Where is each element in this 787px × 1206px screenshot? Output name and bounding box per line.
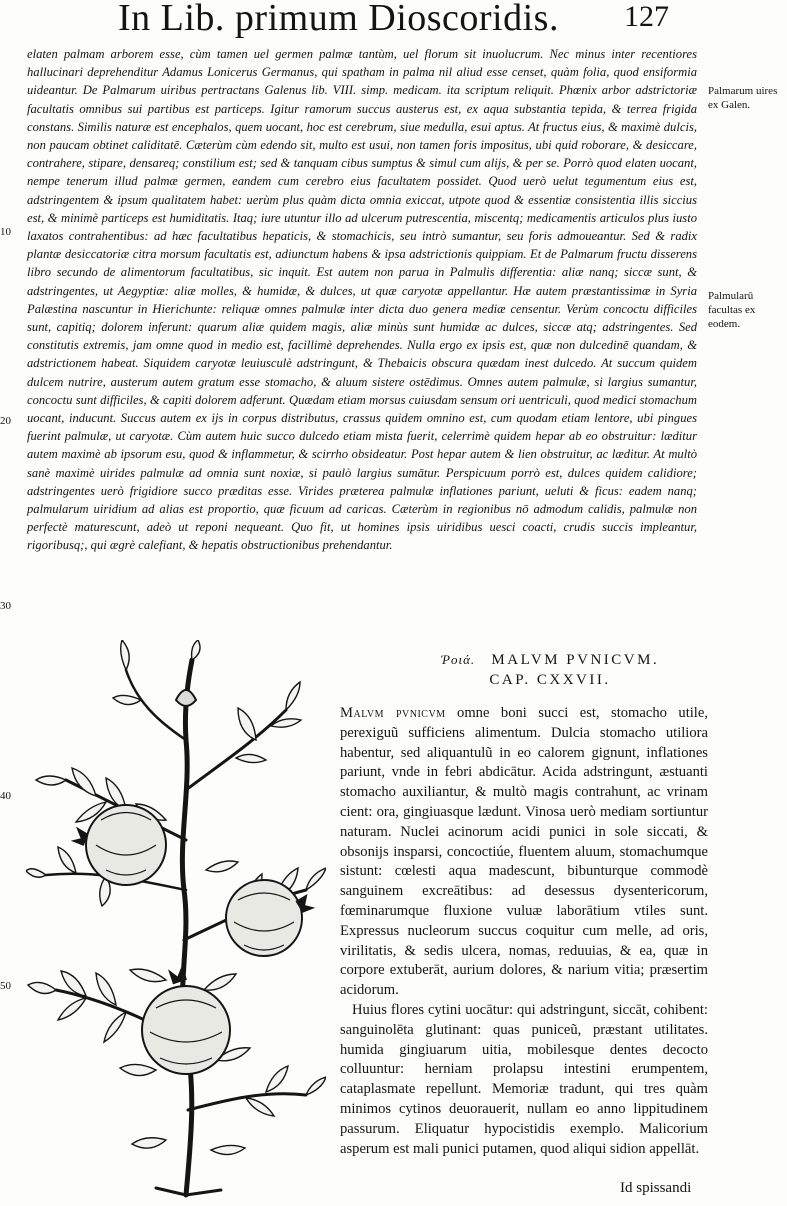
- margin-note-palmarum-uires: Palmarum uires ex Galen.: [708, 85, 778, 111]
- main-paragraph-1: [340, 704, 708, 1001]
- commentary-text: elaten palmam arborem esse, cùm tamen uel germen palmæ tantùm, uel florum sit inuolucrum. Nec minus inter recentiores hallucinari deprehenditur Adamus Lonicerus Germanus, qui spatham in palma nil aliud esse censet, quàm folia, quod ensiformia uideantur. De Palmarum uiribus pertractans Galenus lib. VIII. simp. medicam. ita scriptum reliquit. Phœnix arbor adstrictoriæ facultatis omnibus sui partibus est particeps. Igitur ramorum succus austerus est, ex aqua substantia tepida, & terrea frigida constans. Similis naturæ est encephalos, quem uocant, hoc est cerebrum, siue medulla, esui aptus. At fructus eius, & maximè dulcis, non paucam obtinet caliditatē. Cæterùm cùm edendo sit, multo est usui, non tamen foris impositus, ubi quid roborare, & desiccare, contrahere, stipare, densareq; constilium est; sed & tanquam cibus sumptus & simul cum alijs, & per se. Porrò quod elaten uocant, nempe tenerum illud palmæ germen, eandem cum cerebro eius facultatem possidet. Quod uerò uelut tegumentum eius est, adstringentem & ipsum qualitatem habet: uerùm plus quàm dicta omnia exiccat, utpote quod & essentiæ consistentia illis siccius est, & minimè particeps est humiditatis. Itaq; iure utuntur illo ad ulcerum putrescentia, miscentq; medicamentis articulos plus iusto laxatos contrahentibus: ad hæc facultatibus hepaticis, & stomachicis, seu intrò sumantur, seu foris admoueantur. Sed & radix plantæ desiccatoriæ citra morsum facultatis est, adiunctum habens & ipsa adstrictionis quippiam. Et de Palmarum fructu disserens libro secundo de alimentorum facultatibus, sic inquit. Est autem non parua in Palmulis differentia: aliæ nanq; siccæ sunt, & adstringentes, ut Aegyptiæ: aliæ molles, & humidæ, & dulces, ut quæ caryotæ appellantur. Hæ autem præstantissimæ in Syria Palæstina nascuntur in Hierichunte: reliquæ omnes palmulæ inter dicta duo genera mediæ censentur. Verùm concoctu difficiles sunt, capitiq; dolorem inferunt: quarum aliæ quidem magis, aliæ minùs sunt humidæ ac dulces, siccæ atq; adstringentes. Sed constitutis extremis, jam omne quod in medio est, facillimè deprehendes. Nulla ergo ex ipsis est, quæ non dulcedinē quandam, & adstrictionem habeat. Siquidem caryotæ leuiusculè adstringunt, & Thebaicis obscura quædam inest dulcedo. At succum quidem dulcem nutrire, austerum autem gratum esse stomacho, & aluum sistere ostēdimus. Omnes autem palmulæ, si largius sumantur, concoctu sunt difficiles, & capiti dolorem adferunt. Quædam etiam morsus cuiusdam sensum ori uentriculi, quod medici stomachum uocant, inducunt. Succus autem ex ijs in corpus distributus, crassus quidem omnino est, cum quodam etiam lentore, ubi pingues fuerint palmulæ, ut caryotæ. Cùm autem huic succo dulcedo etiam mista fuerit, celerrimè quidem hepar ab eo obstruitur: læditur autem maximè ab ipsorum esu, quod & inflammetur, & scirrho obsideatur. Post hepar autem & lien obstruitur, ac læditur. At multò sanè maximè uirides palmulæ ad omnia sunt noxiæ, si paulò largius sumātur. Perspicuum porrò est, dulces quidem calidiore; adstringentes uerò frigidiore succo præditas esse. Virides præterea palmulæ inflationes pariunt, ueluti & ficus: eadem nanq; palmularum uiridium ad alias est proportio, quæ ficuum ad caricas. Cæterùm in regionibus nō admodum calidis, palmulæ non perfectè maturescunt, adeò ut reponi nequeant. Quo fit, ut homines ipsis uiridibus uesci coacti, crudis succis impleantur, rigoribusq;, qui ægrè calefiant, & hepatis obstructionibus prehendantur.: [27, 47, 697, 553]
- main-paragraph-2: Huius flores cytini uocātur: qui adstringunt, siccāt, cohibent: sanguinolēta glutinant: quas puniceũ, præstant utilitates. humida gingiuarum uitia, mobilesque dentes decocto colluuntur: herniam prolapsu intestini erumpentem, cataplasmate repellunt. Memoriæ tradunt, qui tres quàm minimos cytinos deuorauerit, nullam eo anno lippitudinem passurum. Eliquatur hypocistidis exemplo. Malicorium asperum est mali punici putamen, quod aliqui sidion appellāt.: [340, 1001, 708, 1157]
- line-number-10: 10: [0, 226, 11, 238]
- line-number-30: 30: [0, 600, 11, 612]
- line-number-20: 20: [0, 415, 11, 427]
- chapter-greek-name: Ῥοιά.: [440, 652, 476, 667]
- running-title: In Lib. primum Dioscoridis.: [118, 0, 559, 39]
- chapter-number: CAP. CXXVII.: [489, 672, 611, 688]
- catchword: Id spissandi: [620, 1180, 692, 1196]
- folio-number: 127: [624, 0, 669, 33]
- commentary-block: [27, 45, 697, 555]
- lead-words: Malvm pvnicvm: [340, 705, 446, 721]
- pomegranate-woodcut: [26, 640, 326, 1200]
- chapter-title: MALVM PVNICVM.: [491, 652, 660, 668]
- main-text-block: [340, 704, 708, 1159]
- page-header: [0, 0, 787, 40]
- chapter-heading-block: [340, 650, 760, 690]
- paragraph-1-text: omne boni succi est, stomacho utile, perexiguũ sufficiens alimentum. Dulcia stomacho utiliora habentur, sed aliquantulũ in eo calorem gignunt, inflationes pariunt, vnde in febri abdicātur. Acida adstringunt, æstuanti stomacho auxiliantur, & multò magis contrahunt, ac vrinam cient: ora, gingiuasque lædunt. Vinosa uerò mediam sortiuntur naturam. Nuclei acinorum acidi punici in sole siccati, & obsonijs insparsi, concoctiúe, fluentem aluum, stomachumque sistunt: cœlesti aqua madescunt, bibunturque commodè sanguinem excreātibus: ad desessus dysentericorum, fœminarumque fluxione vuluæ laborātium vtiles sunt. Expressus nucleorum succus coquitur cum melle, ad oris, virilitatis, & sedis ulcera, nomas, reduuias, & ea, quæ in corpore extuberāt, aurium dolores, & narium vitia; præsertim acidorum.: [340, 705, 708, 999]
- line-number-40: 40: [0, 790, 11, 802]
- chapter-title-line: [340, 650, 760, 670]
- margin-note-palmularum-facultas: Palmularū facultas ex eodem.: [708, 290, 756, 330]
- line-number-50: 50: [0, 980, 11, 992]
